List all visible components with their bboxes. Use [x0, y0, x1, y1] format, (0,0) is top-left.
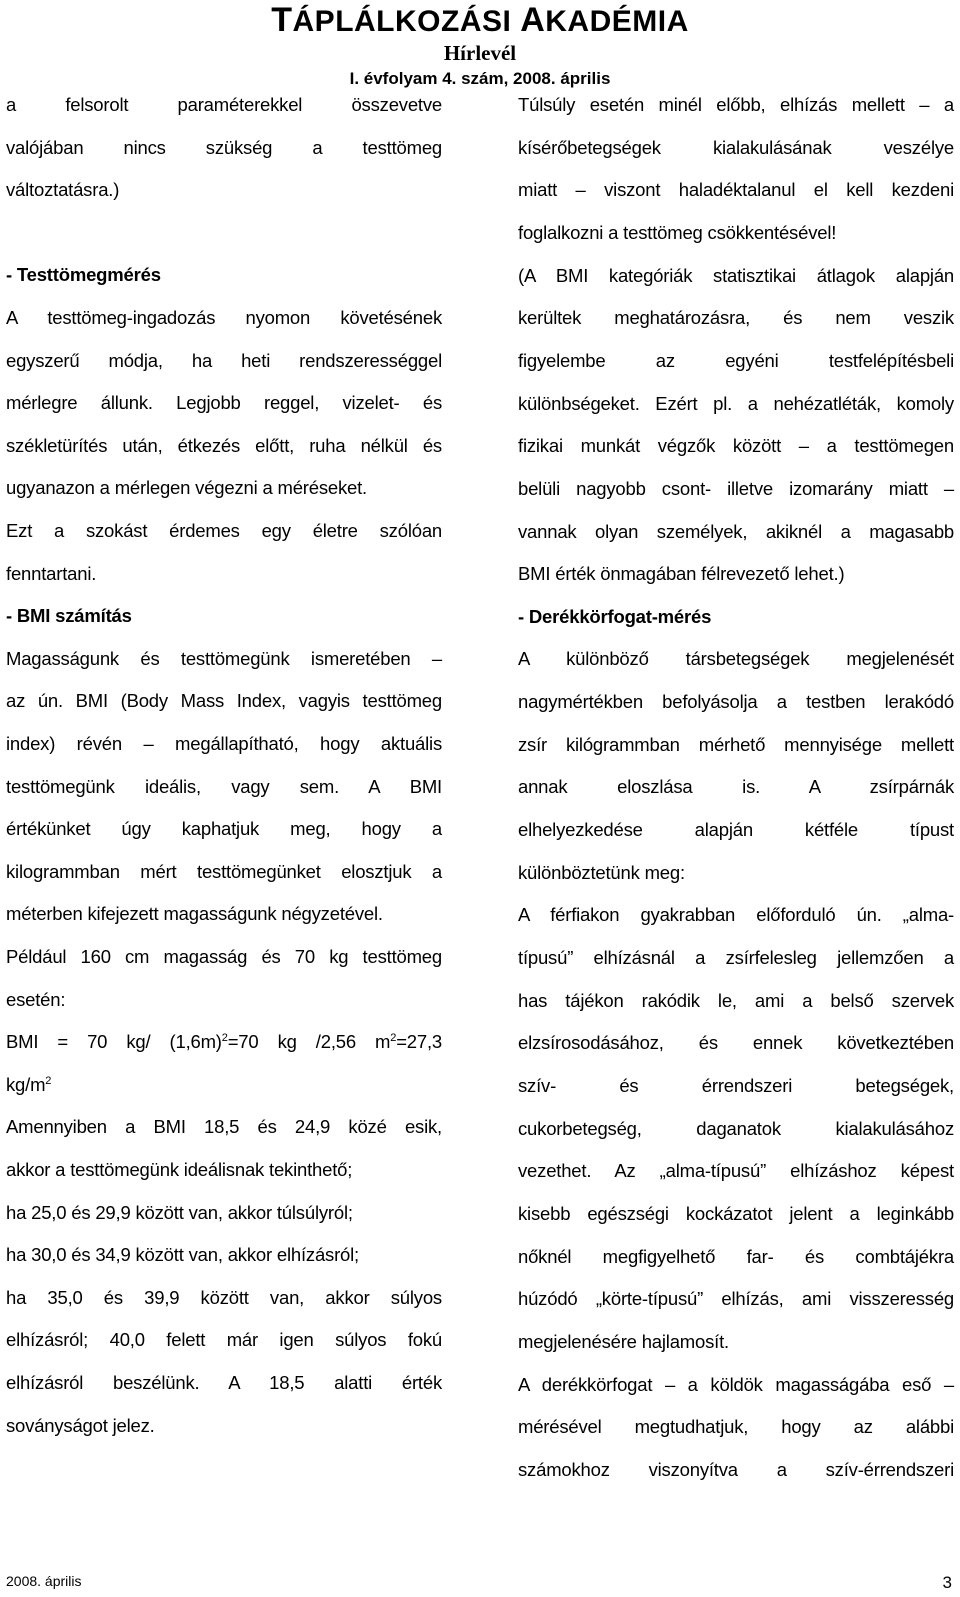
text-line: mérlegre állunk. Legjobb reggel, vizelet- és	[6, 392, 442, 414]
text-line: soványságot jelez.	[6, 1414, 155, 1436]
text-line: ha 25,0 és 29,9 között van, akkor túlsúlyról;	[6, 1201, 353, 1223]
text-line: BMI érték önmagában félrevezető lehet.)	[518, 563, 845, 585]
formula-part-1: BMI = 70 kg/ (1,6m)	[6, 1031, 222, 1053]
title-part-2: KADÉMIA	[545, 5, 689, 38]
text-line: vannak olyan személyek, akiknél a magasabb	[518, 520, 954, 542]
text-line: változtatásra.)	[6, 179, 120, 201]
text-line: miatt – viszont haladéktalanul el kell kezdeni	[518, 179, 954, 201]
text-line: kilogrammban mért testtömegünket elosztjuk a	[6, 860, 442, 882]
text-line: ha 30,0 és 34,9 között van, akkor elhízásról;	[6, 1244, 359, 1266]
text-line: belüli nagyobb csont- illetve izomarány miatt –	[518, 477, 954, 499]
text-line: fenntartani.	[6, 562, 97, 584]
text-line: elhelyezkedése alapján kétféle típust	[518, 819, 954, 841]
text-line: annak eloszlása is. A zsírpárnák	[518, 776, 954, 798]
text-line: vezethet. Az „alma-típusú” elhízáshoz képest	[518, 1160, 954, 1182]
text-line: különböztetünk meg:	[518, 861, 685, 883]
formula-sup-2: 2	[390, 1032, 397, 1045]
title-initial-1: T	[271, 1, 293, 39]
text-line: kisebb egészségi kockázatot jelent a leginkább	[518, 1202, 954, 1224]
text-line: ugyanazon a mérlegen végezni a méréseket.	[6, 477, 367, 499]
text-line: típusú” elhízásnál a zsírfelesleg jellemzően a	[518, 947, 954, 968]
text-line: esetén:	[6, 988, 66, 1010]
text-line: A testtömeg-ingadozás nyomon követésének	[6, 307, 442, 328]
title-part-1: ÁPLÁLKOZÁSI	[292, 5, 521, 38]
text-line: figyelembe az egyéni testfelépítésbeli	[518, 349, 954, 371]
text-line: cukorbetegség, daganatok kialakulásához	[518, 1117, 954, 1139]
text-line: mérésével megtudhatjuk, hogy az alábbi	[518, 1416, 954, 1438]
section-heading: - Derékkörfogat-mérés	[518, 605, 712, 627]
title-initial-2: A	[520, 1, 546, 39]
section-heading: - BMI számítás	[6, 605, 132, 627]
formula-unit-exponent: 2	[45, 1074, 52, 1087]
text-line: kerültek meghatározásra, és nem veszik	[518, 307, 954, 329]
text-line: A különböző társbetegségek megjelenését	[518, 648, 954, 670]
formula-sup-1: 2	[221, 1032, 228, 1045]
text-line: nőknél megfigyelhető far- és combtájékra	[518, 1245, 954, 1267]
text-line: ha 35,0 és 39,9 között van, akkor súlyos	[6, 1286, 442, 1308]
text-line: értékünket úgy kaphatjuk meg, hogy a	[6, 818, 442, 840]
text-line: székletürítés után, étkezés előtt, ruha nélkül és	[6, 434, 442, 456]
text-line: fizikai munkát végzők között – a testtömegen	[518, 435, 954, 457]
text-line: akkor a testtömegünk ideálisnak tekinthető;	[6, 1159, 353, 1180]
text-line: foglalkozni a testtömeg csökkentésével!	[518, 221, 837, 243]
text-line: nagymértékben befolyásolja a testben lerakódó	[518, 691, 954, 713]
newsletter-subtitle: Hírlevél	[443, 41, 517, 65]
text-line: A férfiakon gyakrabban előforduló ún. „alma-	[518, 904, 954, 926]
text-line: Például 160 cm magasság és 70 kg testtömeg	[6, 946, 442, 967]
text-line: index) révén – megállapítható, hogy aktuális	[6, 733, 442, 754]
text-line: elhízásról; 40,0 felett már igen súlyos fokú	[6, 1329, 442, 1351]
footer-date: 2008. április	[6, 1573, 82, 1589]
formula-unit	[6, 1072, 442, 1098]
text-line: elzsírosodásához, és ennek következtében	[518, 1032, 954, 1054]
text-line: valójában nincs szükség a testtömeg	[6, 136, 442, 158]
text-line: Túlsúly esetén minél előbb, elhízás mellett – a	[518, 94, 954, 115]
text-line: szív- és érrendszeri betegségek,	[518, 1074, 954, 1096]
text-line: zsír kilógrammban mérhető mennyisége mellett	[518, 733, 954, 755]
text-line: különbségeket. Ezért pl. a nehézatléták, komoly	[518, 392, 954, 414]
text-line: elhízásról beszélünk. A 18,5 alatti érték	[6, 1372, 442, 1393]
section-heading: - Testtömegmérés	[6, 264, 161, 286]
text-line: has tájékon rakódik le, ami a belső szervek	[518, 989, 954, 1011]
text-line: A derékkörfogat – a köldök magasságába eső –	[518, 1373, 954, 1395]
text-line: méterben kifejezett magasságunk négyzetével.	[6, 903, 383, 925]
formula-part-3: =27,3	[396, 1031, 442, 1053]
formula-unit-text: kg/m	[6, 1073, 46, 1095]
text-line: testtömegünk ideális, vagy sem. A BMI	[6, 775, 442, 797]
issue-info: I. évfolyam 4. szám, 2008. április	[349, 69, 611, 88]
text-line: egyszerű módja, ha heti rendszerességgel	[6, 349, 442, 371]
text-line: Amennyiben a BMI 18,5 és 24,9 közé esik,	[6, 1116, 442, 1138]
text-line: kísérőbetegségek kialakulásának veszélye	[518, 136, 954, 158]
text-line: számokhoz viszonyítva a szív-érrendszeri	[518, 1458, 954, 1480]
text-line: Ezt a szokást érdemes egy életre szólóan	[6, 520, 442, 541]
text-line: (A BMI kategóriák statisztikai átlagok alapján	[518, 264, 954, 286]
newsletter-title	[0, 2, 960, 40]
text-line: megjelenésére hajlamosít.	[518, 1330, 729, 1352]
text-line: Magasságunk és testtömegünk ismeretében –	[6, 647, 442, 669]
text-line: az ún. BMI (Body Mass Index, vagyis testtömeg	[6, 690, 442, 712]
page-number: 3	[942, 1573, 952, 1592]
footer-divider	[6, 1566, 954, 1567]
text-line: a felsorolt paraméterekkel összevetve	[6, 94, 442, 115]
text-line: húzódó „körte-típusú” elhízás, ami visszeresség	[518, 1288, 954, 1310]
bmi-formula	[6, 1029, 442, 1055]
formula-part-2: =70 kg /2,56 m	[227, 1031, 391, 1053]
